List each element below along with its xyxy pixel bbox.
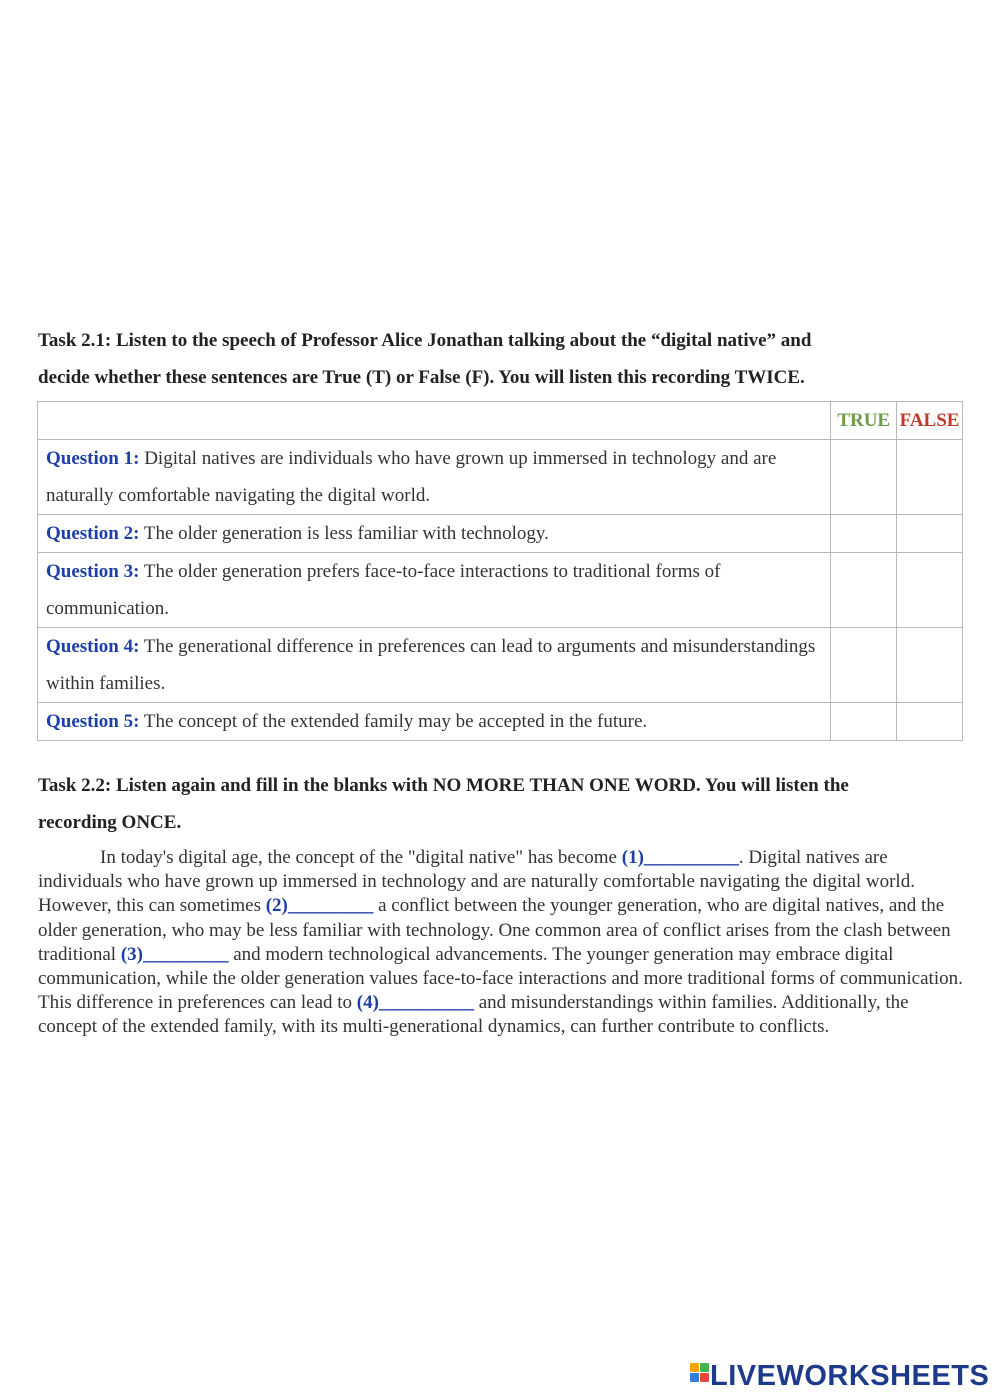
blank-2[interactable]: (2)_________	[265, 895, 374, 917]
logo-square	[700, 1363, 709, 1372]
true-false-table	[37, 401, 963, 741]
question-2-true-box[interactable]	[831, 515, 897, 553]
question-text: The older generation prefers face-to-face interactions to traditional forms of communication.	[46, 561, 721, 619]
table-header-row	[38, 402, 963, 440]
question-text: Digital natives are individuals who have grown up immersed in technology and are naturally comfortable navigating the digital world.	[46, 448, 777, 506]
table-row	[38, 440, 963, 515]
question-4-false-box[interactable]	[897, 628, 963, 703]
passage-text: a conflict between the younger generation, who are digital natives, and the older generation, who may be less familiar with technology. One common area of conflict arises from the clash between traditional	[38, 895, 951, 965]
question-3-true-box[interactable]	[831, 553, 897, 628]
question-4-cell	[38, 628, 831, 703]
question-1-true-box[interactable]	[831, 440, 897, 515]
header-false: FALSE	[897, 402, 963, 440]
liveworksheets-logo	[690, 1360, 989, 1392]
logo-squares-icon	[690, 1363, 708, 1389]
question-label: Question 5:	[46, 711, 140, 732]
question-2-false-box[interactable]	[897, 515, 963, 553]
header-true: TRUE	[831, 402, 897, 440]
table-row	[38, 703, 963, 741]
table-row	[38, 515, 963, 553]
table-row	[38, 628, 963, 703]
question-4-true-box[interactable]	[831, 628, 897, 703]
question-2-cell	[38, 515, 831, 553]
question-text: The older generation is less familiar with technology.	[139, 523, 549, 544]
passage-text: In today's digital age, the concept of the "digital native" has become	[100, 847, 622, 868]
blank-4[interactable]: (4)__________	[356, 992, 474, 1014]
header-empty-cell	[38, 402, 831, 440]
task-2-1-line-2: decide whether these sentences are True (T) or False (F). You will listen this recording TWICE.	[38, 367, 805, 388]
blank-3[interactable]: (3)_________	[120, 943, 229, 965]
question-text: The generational difference in preferences can lead to arguments and misunderstandings within families.	[46, 636, 816, 694]
logo-square	[700, 1373, 709, 1382]
task-2-2-instructions	[38, 767, 963, 841]
question-label: Question 1:	[46, 448, 140, 469]
question-text: The concept of the extended family may be accepted in the future.	[139, 711, 648, 732]
question-5-cell	[38, 703, 831, 741]
task-2-2-line-2: recording ONCE.	[38, 812, 182, 833]
question-label: Question 4:	[46, 636, 140, 657]
logo-square	[690, 1373, 699, 1382]
task-2-1-instructions	[38, 322, 963, 396]
question-label: Question 3:	[46, 561, 140, 582]
table-row	[38, 553, 963, 628]
task-2-1-line-1: Task 2.1: Listen to the speech of Professor Alice Jonathan talking about the “digital native” and	[38, 330, 812, 351]
question-3-cell	[38, 553, 831, 628]
question-3-false-box[interactable]	[897, 553, 963, 628]
logo-square	[690, 1363, 699, 1372]
question-5-true-box[interactable]	[831, 703, 897, 741]
passage-text: and modern technological advancements. The younger generation may embrace digital communication, while the older generation values face-to-face interactions and more traditional forms of communication. This difference in preferences can lead to	[38, 943, 963, 1014]
task-2-2-line-1: Task 2.2: Listen again and fill in the blanks with NO MORE THAN ONE WORD. You will listen the	[38, 775, 849, 796]
blank-1[interactable]: (1)__________	[621, 847, 739, 868]
question-label: Question 2:	[46, 523, 140, 544]
question-5-false-box[interactable]	[897, 703, 963, 741]
passage-text: . Digital natives are individuals who have grown up immersed in technology and are naturally comfortable navigating the digital world. However, this can sometimes	[38, 847, 915, 917]
logo-text: LIVEWORKSHEETS	[710, 1359, 990, 1392]
question-1-false-box[interactable]	[897, 440, 963, 515]
question-1-cell	[38, 440, 831, 515]
fill-in-passage	[38, 846, 963, 1040]
passage-text: and misunderstandings within families. Additionally, the concept of the extended family, with its multi-generational dynamics, can further contribute to conflicts.	[38, 992, 909, 1038]
